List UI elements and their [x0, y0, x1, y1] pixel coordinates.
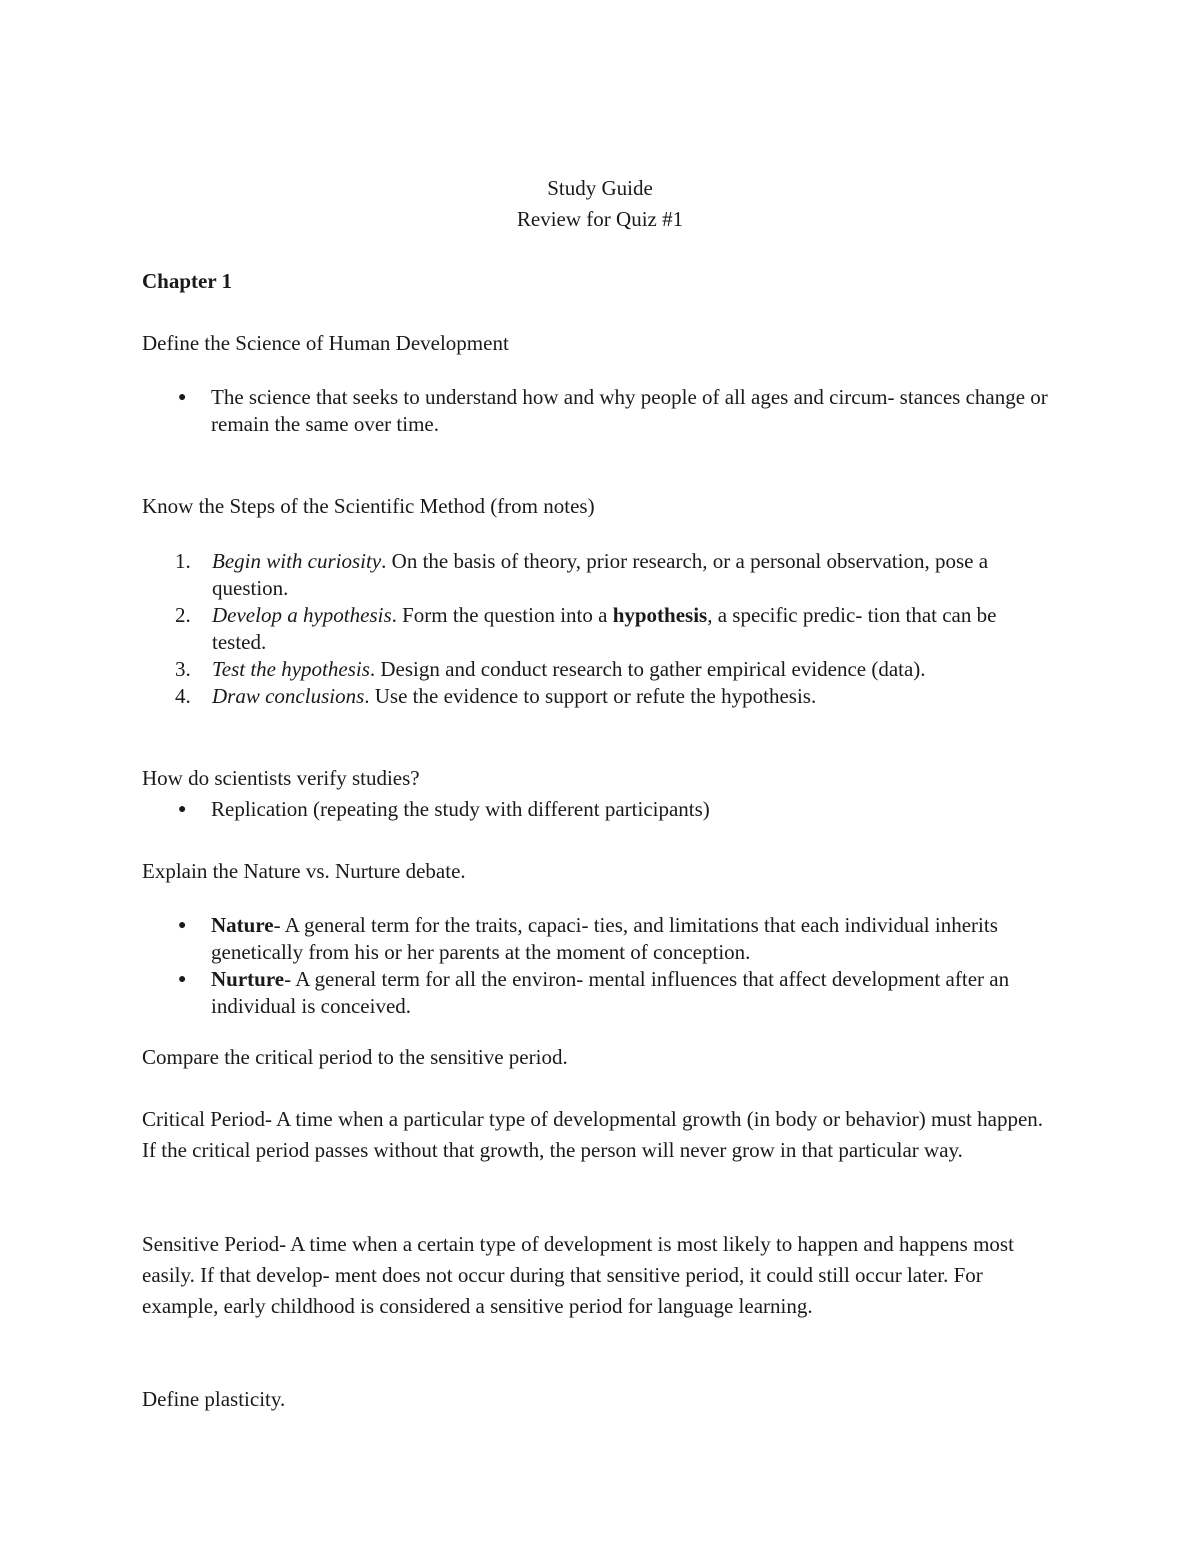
title-block — [0, 173, 1200, 235]
step-lead: Develop a hypothesis — [212, 603, 392, 627]
list-item-text — [212, 602, 1052, 656]
bullet-icon: ● — [178, 918, 187, 933]
list-item-text: Replication (repeating the study with different participants) — [211, 797, 710, 821]
document-title: Study Guide — [547, 176, 653, 200]
step-lead: Test the hypothesis — [212, 657, 370, 681]
plasticity-prompt: Define plasticity. — [142, 1387, 286, 1411]
step-rest: . Use the evidence to support or refute the hypothesis. — [364, 684, 817, 708]
list-item-text: The science that seeks to understand how and why people of all ages and circum- stances change or remain the same over time. — [211, 385, 1048, 436]
step-bold-term: hypothesis — [612, 603, 708, 627]
list-item-text — [211, 966, 1071, 1020]
definition: - A general term for the traits, capaci- ties, and limitations that each individual inherits genetically from his or her parents at the moment of conception. — [211, 913, 998, 964]
nature-nurture-prompt: Explain the Nature vs. Nurture debate. — [142, 859, 466, 883]
scientific-method-prompt: Know the Steps of the Scientific Method (from notes) — [142, 494, 595, 518]
sensitive-period-paragraph: Sensitive Period- A time when a certain type of development is most likely to happen and happens most easily. If that develop- ment does not occur during that sensitive period, it could still occur later. For example, early childhood is considered a sensitive period for language learning. — [142, 1232, 1014, 1318]
step-rest: . On the basis of theory, prior research, or a personal observation, pose a question. — [212, 549, 989, 600]
list-number: 4. — [175, 684, 191, 708]
critical-period-paragraph: Critical Period- A time when a particular type of developmental growth (in body or behavior) must happen. If the critical period passes without that growth, the person will never grow in that particular way. — [142, 1107, 1044, 1162]
bullet-icon: ● — [178, 390, 187, 405]
step-rest: . Form the question into a — [391, 603, 613, 627]
list-item-text — [212, 548, 1052, 602]
bullet-icon: ● — [178, 972, 187, 987]
list-number: 2. — [175, 603, 191, 627]
document-subtitle: Review for Quiz #1 — [516, 207, 684, 231]
verify-prompt: How do scientists verify studies? — [142, 766, 420, 790]
step-lead: Begin with curiosity — [212, 549, 382, 573]
term: Nurture — [211, 967, 285, 991]
define-science-prompt: Define the Science of Human Development — [142, 331, 509, 355]
term: Nature — [211, 913, 274, 937]
definition: - A general term for all the environ- mental influences that affect development after an individual is conceived. — [211, 967, 1010, 1018]
list-item-text — [212, 656, 1052, 683]
list-number: 3. — [175, 657, 191, 681]
list-item-text — [211, 912, 1071, 966]
step-rest: . Design and conduct research to gather empirical evidence (data). — [369, 657, 926, 681]
periods-prompt: Compare the critical period to the sensitive period. — [142, 1045, 568, 1069]
list-item-text — [212, 683, 1052, 710]
bullet-icon: ● — [178, 802, 187, 817]
list-number: 1. — [175, 549, 191, 573]
step-lead: Draw conclusions — [212, 684, 365, 708]
chapter-heading: Chapter 1 — [142, 269, 233, 293]
step-rest: , a specific predic- tion that can be tested. — [212, 603, 997, 654]
